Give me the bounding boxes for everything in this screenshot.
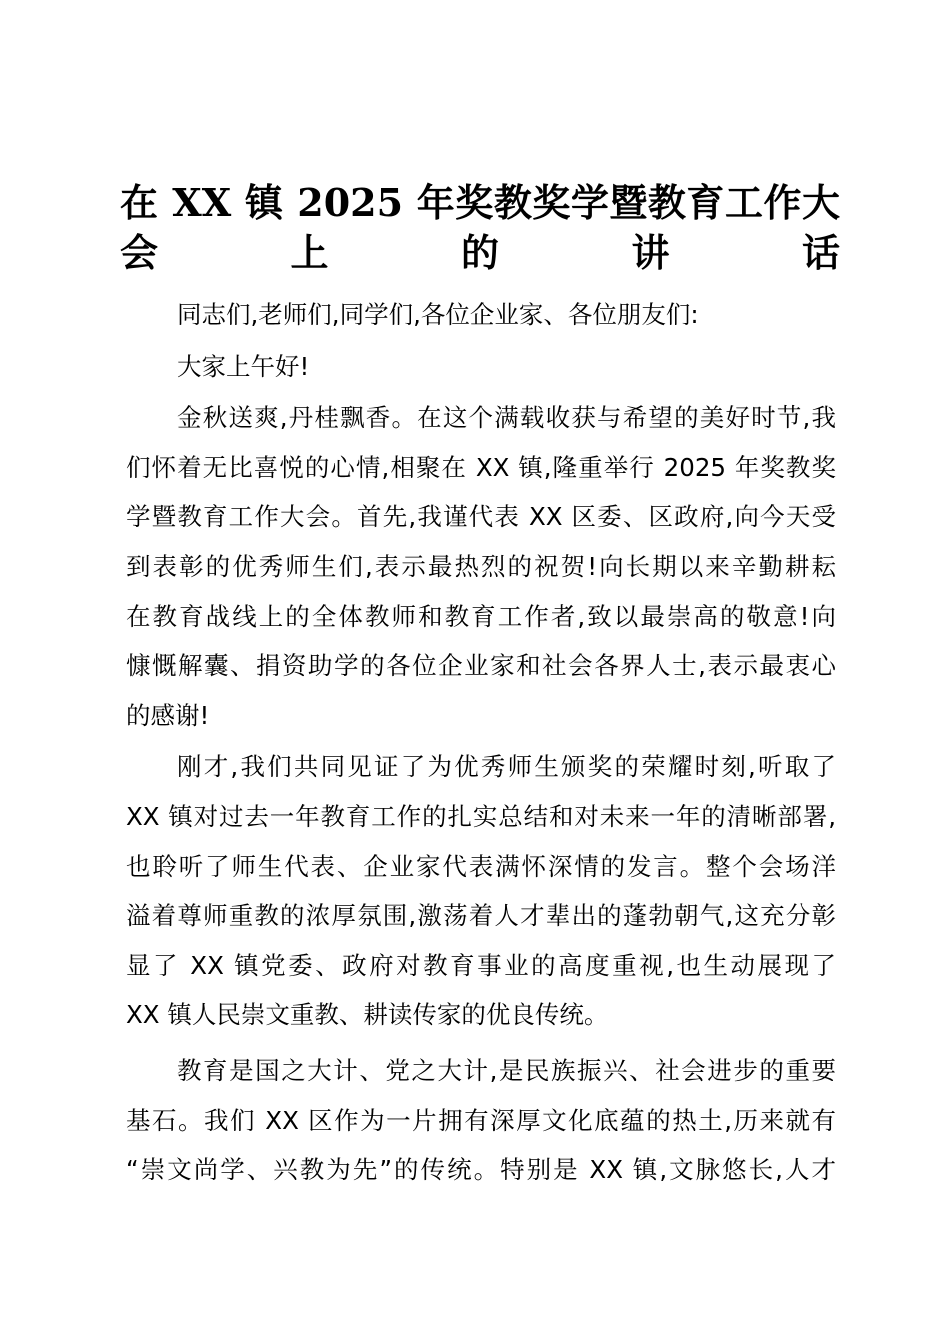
text-line: 在教育战线上的全体教师和教育工作者,致以最崇高的敬意!向 xyxy=(126,601,836,631)
text-line: 们怀着无比喜悦的心情,相聚在 XX 镇,隆重举行 2025 年奖教奖 xyxy=(126,452,836,482)
title-line: 在 XX 镇 2025 年奖教奖学暨教育工作大 xyxy=(120,180,840,225)
text-line: 基石。我们 XX 区作为一片拥有深厚文化底蕴的热土,历来就有 xyxy=(126,1105,836,1135)
text-line: 显了 XX 镇党委、政府对教育事业的高度重视,也生动展现了 xyxy=(126,950,836,980)
text-line: XX 镇对过去一年教育工作的扎实总结和对未来一年的清晰部署, xyxy=(126,801,836,831)
text-line: 溢着尊师重教的浓厚氛围,激荡着人才辈出的蓬勃朝气,这充分彰 xyxy=(126,901,836,931)
text-line: 慷慨解囊、捐资助学的各位企业家和社会各界人士,表示最衷心 xyxy=(126,651,836,681)
document-title xyxy=(120,178,840,278)
paragraph xyxy=(126,1046,836,1195)
greeting-paragraph xyxy=(126,342,836,392)
text-line: 到表彰的优秀师生们,表示最热烈的祝贺!向长期以来辛勤耕耘 xyxy=(126,551,836,581)
text-line: 也聆听了师生代表、企业家代表满怀深情的发言。整个会场洋 xyxy=(126,851,836,881)
document-body xyxy=(126,290,836,1195)
text-line: 同志们,老师们,同学们,各位企业家、各位朋友们: xyxy=(177,300,699,329)
text-line: “崇文尚学、兴教为先”的传统。特别是 XX 镇,文脉悠长,人才 xyxy=(126,1155,836,1185)
paragraph xyxy=(126,742,836,1040)
paragraph xyxy=(126,393,836,740)
text-line: 的感谢! xyxy=(126,700,210,730)
text-line: 刚才,我们共同见证了为优秀师生颁奖的荣耀时刻,听取了 xyxy=(177,752,836,782)
title-line: 会上的讲话 xyxy=(120,230,840,275)
text-line: 教育是国之大计、党之大计,是民族振兴、社会进步的重要 xyxy=(177,1055,836,1085)
text-line: 金秋送爽,丹桂飘香。在这个满载收获与希望的美好时节,我 xyxy=(177,403,836,433)
text-line: 大家上午好! xyxy=(177,351,310,381)
text-line: 学暨教育工作大会。首先,我谨代表 XX 区委、区政府,向今天受 xyxy=(126,502,836,532)
text-line: XX 镇人民崇文重教、耕读传家的优良传统。 xyxy=(126,1000,609,1030)
salutation-paragraph xyxy=(126,290,836,340)
